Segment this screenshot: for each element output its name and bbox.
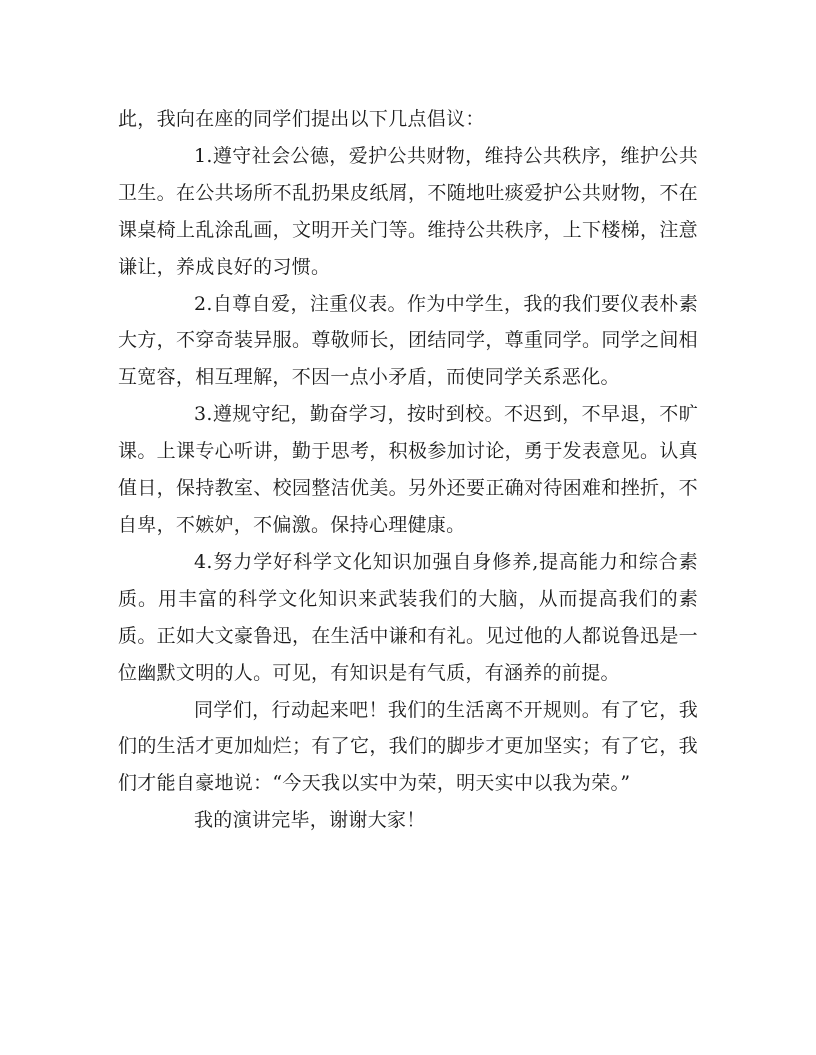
document-body — [118, 101, 698, 839]
paragraph-intro: 此，我向在座的同学们提出以下几点倡议： — [118, 108, 485, 130]
paragraph-closing: 我的演讲完毕，谢谢大家！ — [194, 809, 426, 832]
paragraph-item-3: 3.遵规守纪，勤奋学习，按时到校。不迟到，不早退，不旷课。上课专心听讲，勤于思考，积极参加讨论，勇于发表意见。认真值日，保持教室、校园整洁优美。另外还要正确对待困难和挫折，不自卑，不嫉妒，不偏激。保持心理健康。 — [118, 403, 698, 536]
paragraph-item-2: 2.自尊自爱，注重仪表。作为中学生，我的我们要仪表朴素大方，不穿奇装异服。尊敬师长，团结同学，尊重同学。同学之间相互宽容，相互理解，不因一点小矛盾，而使同学关系恶化。 — [118, 292, 698, 389]
paragraph-item-1: 1.遵守社会公德，爱护公共财物，维持公共秩序，维护公共卫生。在公共场所不乱扔果皮纸屑，不随地吐痰爱护公共财物，不在课桌椅上乱涂乱画，文明开关门等。维持公共秩序，上下楼梯，注意谦让，养成良好的习惯。 — [118, 144, 698, 278]
paragraph-call-to-action: 同学们，行动起来吧！我们的生活离不开规则。有了它，我们的生活才更加灿烂；有了它，我们的脚步才更加坚实；有了它，我们才能自豪地说：“今天我以实中为荣，明天实中以我为荣。” — [118, 698, 698, 795]
paragraph-item-4: 4.努力学好科学文化知识加强自身修养,提高能力和综合素质。用丰富的科学文化知识来武装我们的大脑，从而提高我们的素质。正如大文豪鲁迅，在生活中谦和有礼。见过他的人都说鲁迅是一位幽默文明的人。可见，有知识是有气质，有涵养的前提。 — [118, 550, 698, 684]
